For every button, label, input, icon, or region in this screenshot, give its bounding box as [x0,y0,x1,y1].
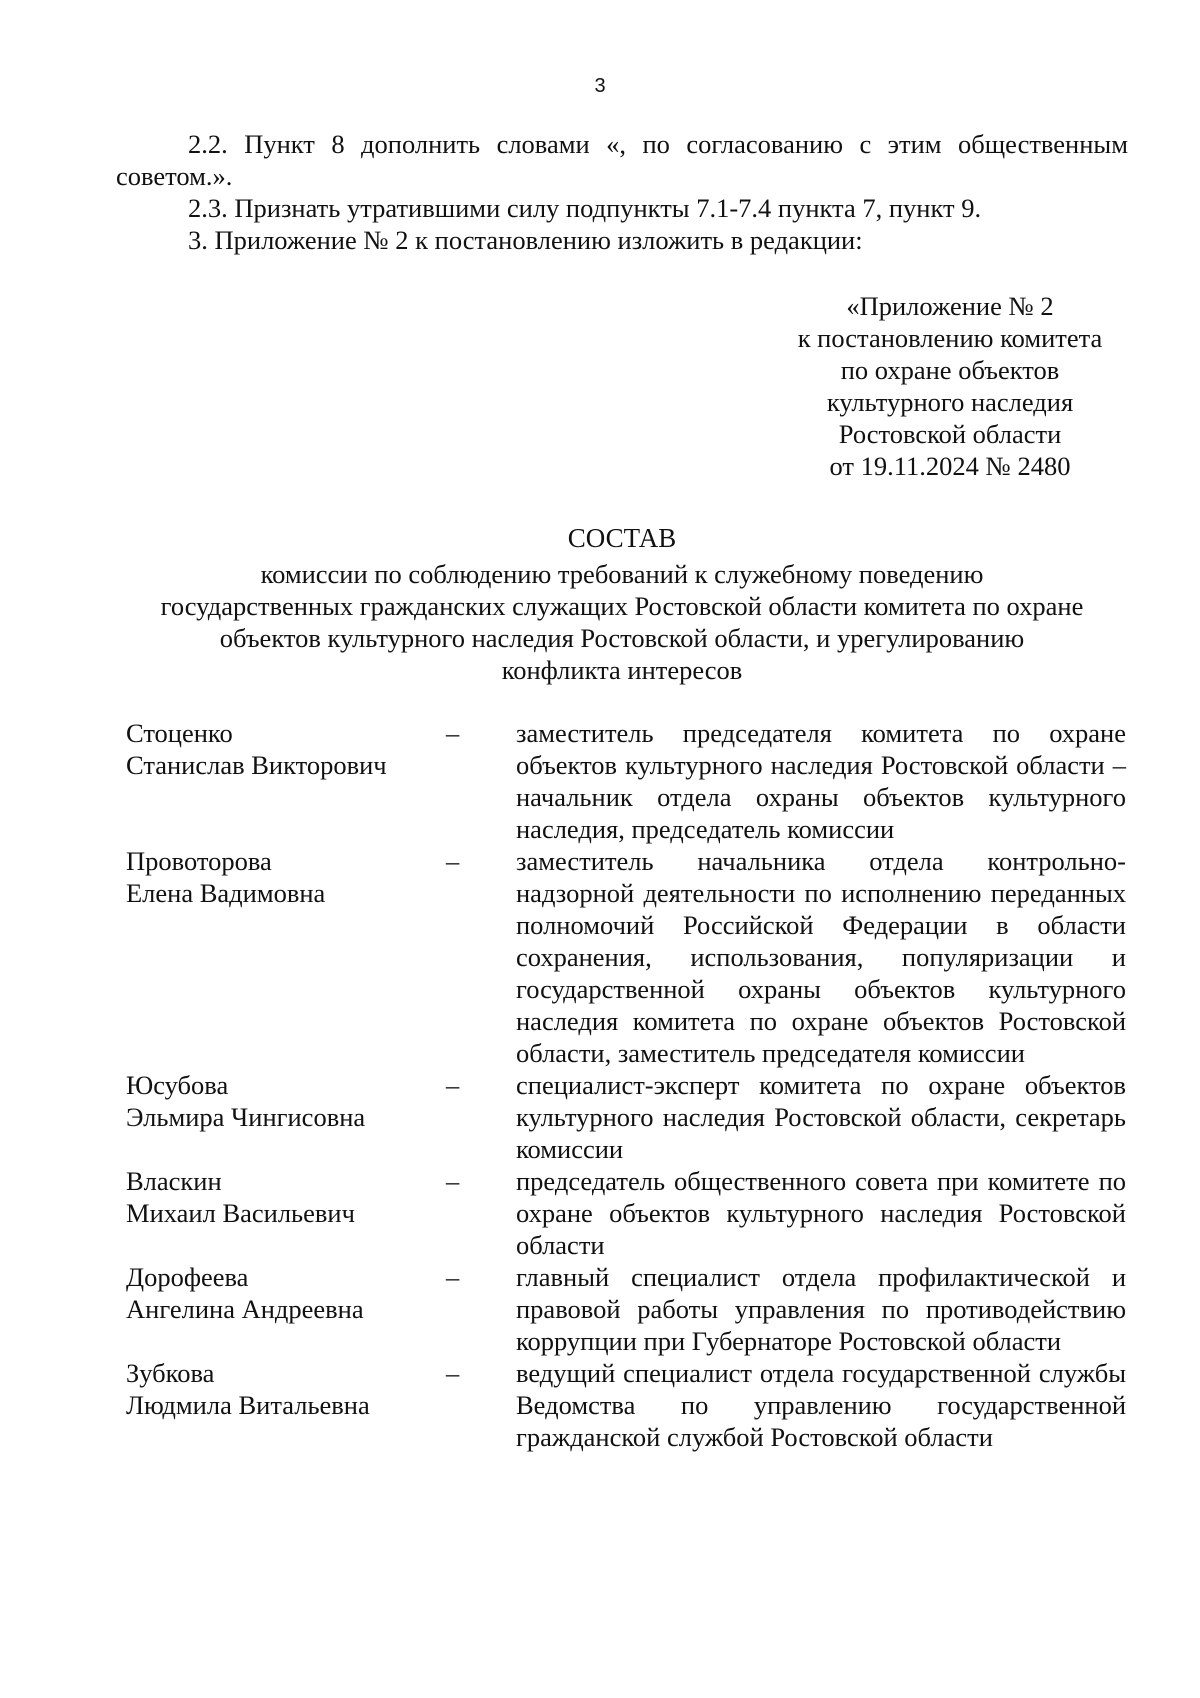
member-name [126,1261,446,1325]
member-role: главный специалист отдела профилактической и правовой работы управления по противодействию коррупции при Губернаторе Ростовской области [516,1262,1126,1356]
member-row [126,1165,1126,1261]
members-list [126,717,1126,1453]
member-dash: – [446,1070,460,1100]
appendix-line: от 19.11.2024 № 2480 [829,451,1071,481]
member-dash: – [446,846,460,876]
member-given-names: Станислав Викторович [126,750,387,780]
member-given-names: Елена Вадимовна [126,878,326,908]
amendment-paragraphs [116,128,1128,256]
member-given-names: Михаил Васильевич [126,1198,355,1228]
member-dash: – [446,1262,460,1292]
composition-title [116,522,1128,686]
member-dash: – [446,1358,460,1388]
member-role: заместитель начальника отдела контрольно-надзорной деятельности по исполнению переданных полномочий Российской Федерации в области сохранения, использования, популяризации и государственной охраны объектов культурного наследия комитета по охране объектов Ростовской области, заместитель председателя комиссии [516,846,1126,1068]
appendix-line: Ростовской области [838,419,1062,449]
member-row [126,717,1126,845]
appendix-line: по охране объектов [840,355,1060,385]
member-given-names: Ангелина Андреевна [126,1294,364,1324]
member-name [126,1357,446,1421]
paragraph-3: 3. Приложение № 2 к постановлению изложить в редакции: [188,225,863,255]
member-dash: – [446,718,460,748]
member-given-names: Людмила Витальевна [126,1390,370,1420]
member-dash: – [446,1166,460,1196]
member-surname: Юсубова [126,1070,229,1100]
member-name [126,1165,446,1229]
title-line: объектов культурного наследия Ростовской области, и урегулированию [219,623,1025,653]
member-role: ведущий специалист отдела государственной службы Ведомства по управлению государственной гражданской службой Ростовской области [516,1358,1126,1452]
member-role: заместитель председателя комитета по охране объектов культурного наследия Ростовской области – начальник отдела охраны объектов культурного наследия, председатель комиссии [516,718,1126,844]
member-given-names: Эльмира Чингисовна [126,1102,366,1132]
member-surname: Власкин [126,1166,222,1196]
member-row [126,1357,1126,1453]
member-surname: Стоценко [126,718,233,748]
paragraph-2-3: 2.3. Признать утратившими силу подпункты 7.1-7.4 пункта 7, пункт 9. [188,193,982,223]
member-name [126,845,446,909]
member-role: специалист-эксперт комитета по охране объектов культурного наследия Ростовской области, секретарь комиссии [516,1070,1126,1164]
title-line: комиссии по соблюдению требований к служебному поведению [260,559,984,589]
member-row [126,845,1126,1069]
title-line: конфликта интересов [501,655,743,685]
appendix-line: «Приложение № 2 [846,291,1054,321]
appendix-line: к постановлению комитета [797,323,1103,353]
member-surname: Зубкова [126,1358,215,1388]
member-row [126,1069,1126,1165]
member-surname: Провоторова [126,846,272,876]
title-main: СОСТАВ [567,523,677,553]
appendix-header [770,290,1130,482]
appendix-line: культурного наследия [826,387,1074,417]
member-surname: Дорофеева [126,1262,249,1292]
member-name [126,717,446,781]
member-row [126,1261,1126,1357]
member-role: председатель общественного совета при комитете по охране объектов культурного наследия Ростовской области [516,1166,1126,1260]
paragraph-2-2: 2.2. Пункт 8 дополнить словами «, по согласованию с этим общественным советом.». [116,129,1128,191]
member-name [126,1069,446,1133]
title-line: государственных гражданских служащих Ростовской области комитета по охране [160,591,1084,621]
page-number: 3 [594,75,606,97]
